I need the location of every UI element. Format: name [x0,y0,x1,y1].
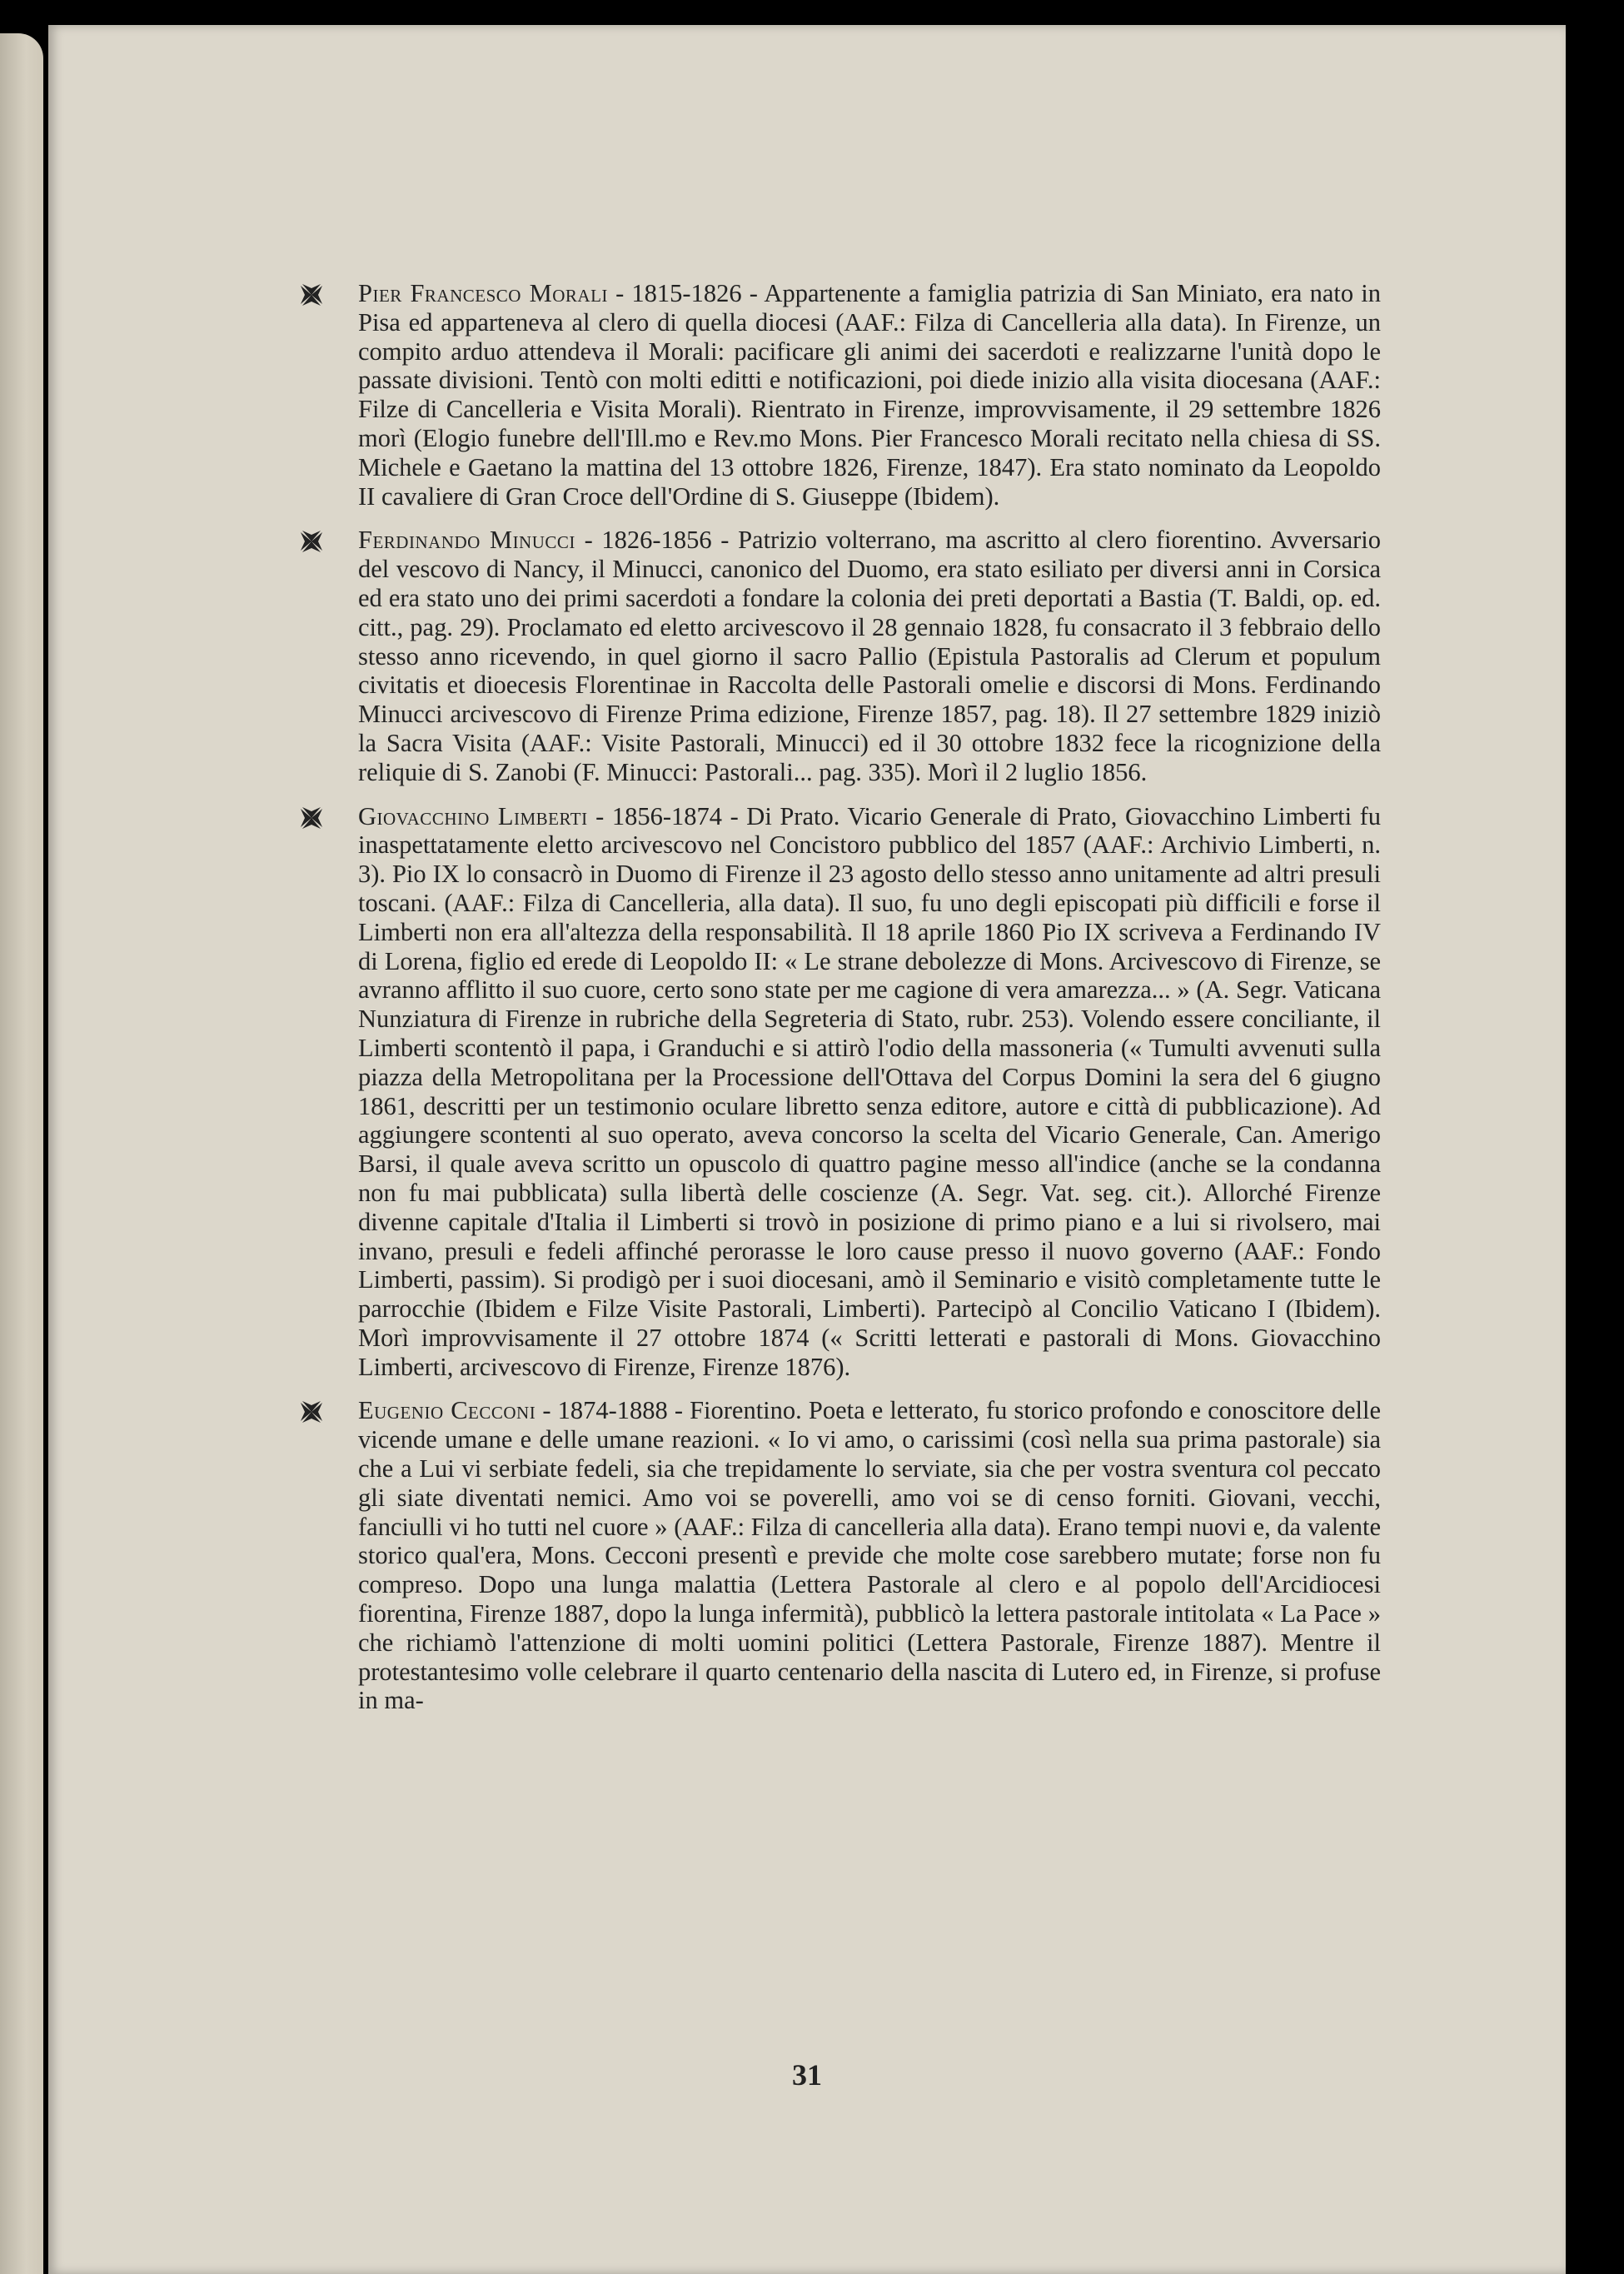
entry-separator: - [584,526,602,555]
page-number: 31 [792,2058,822,2092]
entry-text: Appartenente a famiglia patrizia di San Miniato, era nato in Pisa ed apparteneva al clero di quella diocesi (AAF.: Filza di Cancelleria alla data). In Firenze, un compito arduo attendeva il Morali: pacificare gli animi dei sacerdoti e realizzarne l'unità dopo le passate divisioni. Tentò con molti editti e notificazioni, poi diede inizio alla visita diocesana (AAF.: Filze di Cancelleria e Visita Morali). Rientrato in Firenze, improvvisamente, il 29 settembre 1826 morì (Elogio funebre dell'Ill.mo e Rev.mo Mons. Pier Francesco Morali recitato nella chiesa di SS. Michele e Gaetano la mattina del 13 ottobre 1826, Firenze, 1847). Era stato nominato da Leopoldo II cavaliere di Gran Croce dell'Ordine di S. Giuseppe (Ibidem). [358,279,1381,511]
entry-name: Ferdinando Minucci [358,526,575,555]
entry-text: Fiorentino. Poeta e letterato, fu storico profondo e conoscitore delle vicende umane e delle umane reazioni. « Io vi amo, o carissimi (così nella sua prima pastorale) sia che a Lui vi serbiate fedeli, sia che trepidamente lo serviate, sia che per vostra sventura col peccato gli siate diventati nemici. Amo voi se poverelli, amo voi se di censo forniti. Giovani, vecchi, fanciulli vi ho tutti nel cuore » (AAF.: Filza di cancelleria alla data). Erano tempi nuovi e, da valente storico qual'era, Mons. Cecconi presentì e previde che molte cose sarebbero mutate; forse non fu compreso. Dopo una lunga malattia (Lettera Pastorale al clero e al popolo dell'Arcidiocesi fiorentina, Firenze 1887, dopo la lunga infermità), pubblicò la lettera pastorale intitolata « La Pace » che richiamò l'attenzione di molti uomini politici (Lettera Pastorale, Firenze 1887). Mentre il protestantesimo volle celebrare il quarto centenario della nascita di Lutero ed, in Firenze, si profuse in ma- [358,1396,1382,1715]
entry-separator: - [730,801,747,830]
entry-text: Di Prato. Vicario Generale di Prato, Giovacchino Limberti fu inaspettatamente eletto arcivescovo nel Concistoro pubblico del 1857 (AAF.: Archivio Limberti, n. 3). Pio IX lo consacrò in Duomo di Firenze il 23 agosto dello stesso anno unitamente ad altri presuli toscani. (AAF.: Filza di Cancelleria, alla data). Il suo, fu uno degli episcopati più difficili e forse il Limberti non era all'altezza della responsabilità. Il 18 aprile 1860 Pio IX scriveva a Ferdinando IV di Lorena, figlio ed erede di Leopoldo II: « Le strane debolezze di Mons. Arcivescovo di Firenze, se avranno afflitto il suo cuore, certo sono state per me cagione di vera amarezza... » (A. Segr. Vaticana Nunziatura di Firenze in rubriche della Segreteria di Stato, rubr. 253). Volendo essere conciliante, il Limberti scontentò il papa, i Granduchi e si attirò l'odio della massoneria (« Tumulti avvenuti sulla piazza della Metropolitana per la Processione dell'Ottava del Corpus Domini la sera del 6 giugno 1861, descritti per un testimonio oculare libretto senza editore, autore e città di pubblicazione). Ad aggiungere scontenti al suo operato, aveva concorso la scelta del Vicario Generale, Can. Amerigo Barsi, il quale aveva scritto un opuscolo di quattro pagine messo all'indice (anche se la condanna non fu mai pubblicata) sulla libertà delle coscienze (A. Segr. Vat. seg. cit.). Allorché Firenze divenne capitale d'Italia il Limberti si trovò in posizione di primo piano e a lui si rivolsero, mai invano, presuli e fedeli affinché perorasse le loro cause presso il nuovo governo (AAF.: Fondo Limberti, passim). Si prodigò per i suoi diocesani, amò il Seminario e visitò completamente tutte le parrocchie (Ibidem e Filze Visite Pastorali, Limberti). Partecipò al Concilio Vaticano I (Ibidem). Morì improvvisamente il 27 ottobre 1874 (« Scritti letterati e pastorali di Mons. Giovacchino Limberti, arcivescovo di Firenze, Firenze 1876). [358,801,1382,1381]
maltese-cross-icon [298,528,325,555]
entry-text: Patrizio volterrano, ma ascritto al clero fiorentino. Avversario del vescovo di Nancy, il Minucci, canonico del Duomo, era stato esiliato per diversi anni in Corsica ed era stato uno dei primi sacerdoti a fondare la colonia dei preti deportati a Bastia (T. Baldi, op. ed. citt., pag. 29). Proclamato ed eletto arcivescovo il 28 gennaio 1828, fu consacrato il 3 febbraio dello stesso anno ricevendo, in quel giorno il sacro Pallio (Epistula Pastoralis ad Clerum et populum civitatis et dioecesis Florentinae in Raccolta delle Pastorali omelie e discorsi di Mons. Ferdinando Minucci arcivescovo di Firenze Prima edizione, Firenze 1857, pag. 18). Il 27 settembre 1829 iniziò la Sacra Visita (AAF.: Visite Pastorali, Minucci) ed il 30 ottobre 1832 fece la ricognizione della reliquie di S. Zanobi (F. Minucci: Pastorali... pag. 335). Morì il 2 luglio 1856. [358,526,1382,786]
entry-morali [298,279,1381,511]
entry-name: Eugenio Cecconi [358,1396,536,1425]
entry-minucci [298,526,1381,786]
entry-separator: - [542,1396,558,1425]
text-block [298,279,1381,1730]
entry-separator: - [615,279,632,307]
previous-page-edge [0,33,43,2274]
entry-years: 1826-1856 [601,526,712,555]
entry-separator: - [674,1396,690,1425]
entry-separator: - [749,279,765,307]
entry-cecconi [298,1396,1381,1715]
document-page [48,25,1566,2274]
entry-separator: - [720,526,739,555]
entry-years: 1856-1874 [611,801,723,830]
maltese-cross-icon [298,1399,325,1425]
entry-years: 1874-1888 [557,1396,668,1425]
maltese-cross-icon [298,805,325,831]
maltese-cross-icon [298,282,325,308]
entry-name: Giovacchino Limberti [358,801,588,830]
entry-limberti [298,802,1381,1382]
entry-years: 1815-1826 [631,279,742,307]
entry-name: Pier Francesco Morali [358,279,608,307]
entry-separator: - [595,801,612,830]
